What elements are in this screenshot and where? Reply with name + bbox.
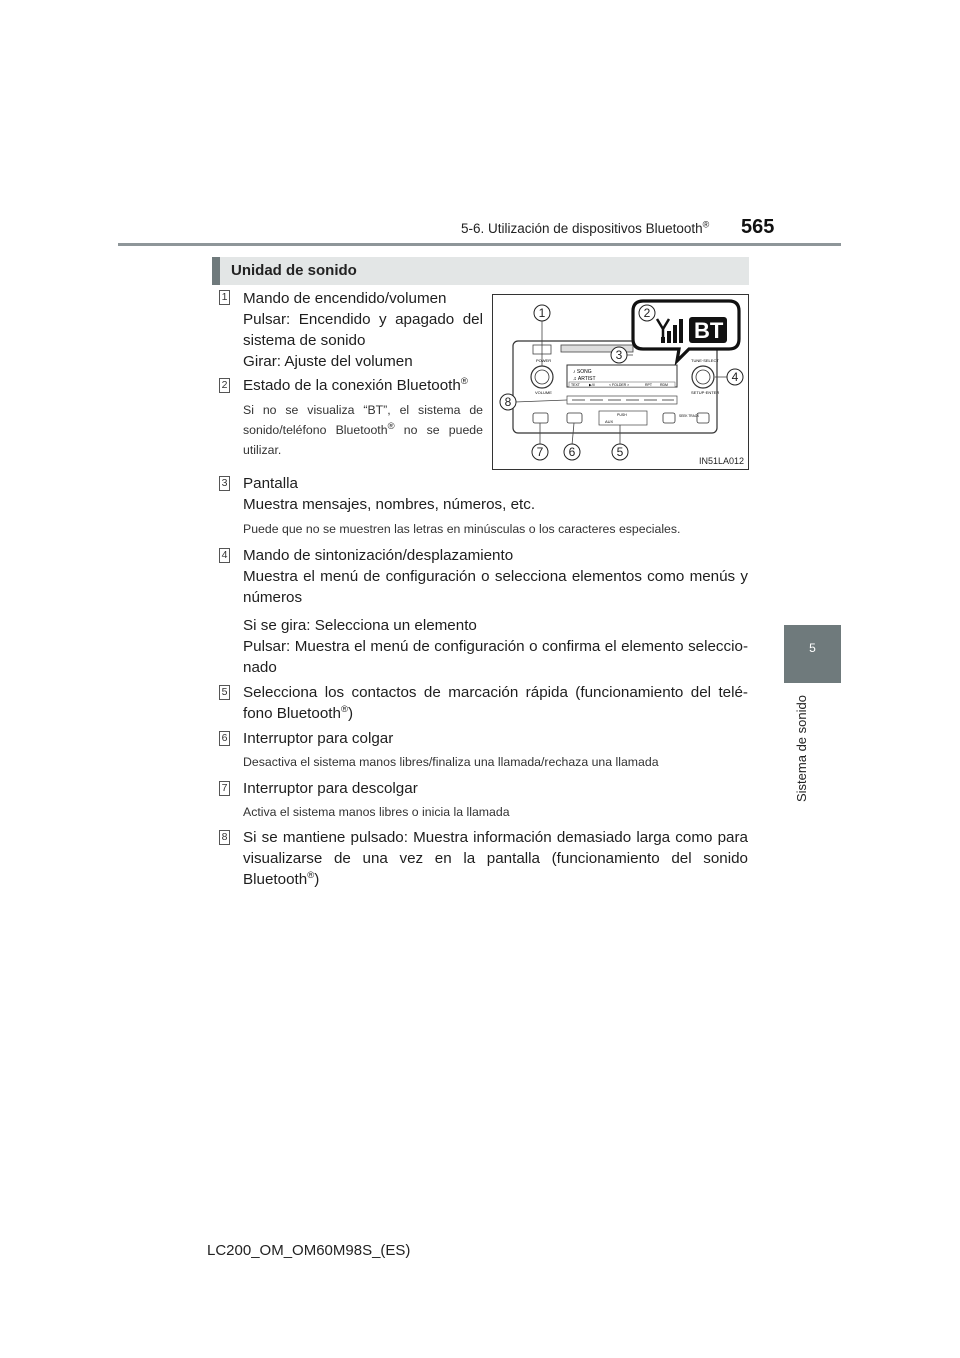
push-label: PUSH — [617, 413, 627, 417]
section-heading — [212, 257, 749, 285]
display-song: ♪ SONG — [573, 369, 592, 375]
manual-code-footer: LC200_OM_OM60M98S_(ES) — [207, 1242, 411, 1259]
audio-unit-figure — [492, 294, 749, 470]
item-2-title — [243, 375, 468, 396]
item-note: Si no se visualiza “BT”, el sistema de sonido/teléfono Bluetooth — [243, 403, 483, 437]
registered-mark: ® — [702, 219, 710, 230]
item-title: Selecciona los contactos de marcación rápida (funcionamiento del telé-fono Bluetooth — [243, 684, 748, 722]
audio-unit-illustration — [493, 295, 748, 469]
item-title: Pantalla — [243, 475, 298, 492]
display-rpt-key: RPT — [645, 383, 652, 387]
item-5 — [243, 682, 748, 724]
item-number-badge: 2 — [219, 378, 230, 393]
item-line: Girar: Ajuste del volumen — [243, 353, 413, 370]
item-title-end: ) — [347, 705, 354, 722]
page-number: 565 — [741, 216, 775, 238]
item-note: no se puede utilizar. — [243, 423, 483, 457]
item-7-note: Activa el sistema manos libres o inicia la llamada — [243, 805, 510, 819]
item-title: Mando de sintonización/desplazamiento — [243, 547, 514, 564]
running-header — [461, 221, 709, 236]
display-artist: ♫ ARTIST — [573, 376, 596, 382]
item-number-badge: 8 — [219, 830, 230, 845]
item-number-badge: 3 — [219, 476, 230, 491]
tune-select-label: TUNE·SELECT — [691, 358, 719, 363]
item-number-badge: 7 — [219, 781, 230, 796]
power-label: POWER — [536, 358, 552, 363]
aux-label: AUX — [605, 419, 614, 424]
item-number-badge: 6 — [219, 731, 230, 746]
seek-track-label: SEEK TRACK — [679, 414, 700, 418]
callout-7: 7 — [536, 445, 544, 459]
item-number-badge: 5 — [219, 685, 230, 700]
registered-mark: ® — [307, 869, 315, 881]
figure-code: IN51LA012 — [698, 456, 744, 466]
chapter-title: Sistema de sonido — [794, 695, 809, 802]
header-section-title: 5-6. Utilización de dispositivos Bluetooth — [461, 221, 703, 236]
item-1 — [243, 288, 483, 372]
callout-3: 3 — [615, 348, 623, 362]
item-3 — [243, 473, 748, 515]
callout-6: 6 — [568, 445, 576, 459]
item-4 — [243, 545, 748, 678]
item-title-end: ) — [314, 871, 320, 888]
item-6-note: Desactiva el sistema manos libres/finaliza una llamada/rechaza una llamada — [243, 755, 659, 769]
display-folder-key: < FOLDER > — [609, 383, 630, 387]
callout-5: 5 — [616, 445, 624, 459]
bt-indicator: BT — [694, 318, 724, 343]
display-text-key: TEXT — [571, 383, 580, 387]
item-title: Si se mantiene pulsado: Muestra información demasiado larga como para visualizarse de una vez en la pantalla (funcionamiento del sonido Bluetooth — [243, 829, 748, 888]
chapter-number: 5 — [809, 641, 816, 655]
item-line: Pulsar: Muestra el menú de configuración o confirma el elemento seleccio-nado — [243, 638, 748, 676]
setup-enter-label: SETUP·ENTER — [691, 390, 720, 395]
item-3-note: Puede que no se muestren las letras en minúsculas o los caracteres especiales. — [243, 522, 681, 536]
header-rule — [118, 243, 841, 246]
callout-2: 2 — [643, 306, 651, 320]
registered-mark: ® — [387, 420, 395, 432]
item-8 — [243, 827, 748, 890]
item-7-title: Interruptor para descolgar — [243, 780, 418, 797]
volume-label: VOLUME — [535, 390, 552, 395]
item-number-badge: 4 — [219, 548, 230, 563]
item-line: Si se gira: Selecciona un elemento — [243, 617, 477, 634]
display-play-key: ▶/II — [589, 383, 595, 387]
registered-mark: ® — [340, 703, 348, 715]
callout-4: 4 — [731, 370, 739, 384]
item-line: Muestra el menú de configuración o selecciona elementos como menús y números — [243, 568, 748, 606]
item-title: Estado de la conexión Bluetooth — [243, 377, 461, 394]
item-line: Pulsar: Encendido y apagado del sistema de sonido — [243, 311, 483, 349]
item-6-title: Interruptor para colgar — [243, 730, 394, 747]
callout-1: 1 — [538, 306, 546, 320]
display-rdm-key: RDM — [660, 383, 668, 387]
registered-mark: ® — [460, 375, 468, 387]
section-title: Unidad de sonido — [231, 262, 357, 279]
item-number-badge: 1 — [219, 290, 230, 305]
item-title: Mando de encendido/volumen — [243, 290, 447, 307]
item-2-note — [243, 400, 483, 460]
item-line: Muestra mensajes, nombres, números, etc. — [243, 496, 536, 513]
callout-8: 8 — [504, 395, 512, 409]
